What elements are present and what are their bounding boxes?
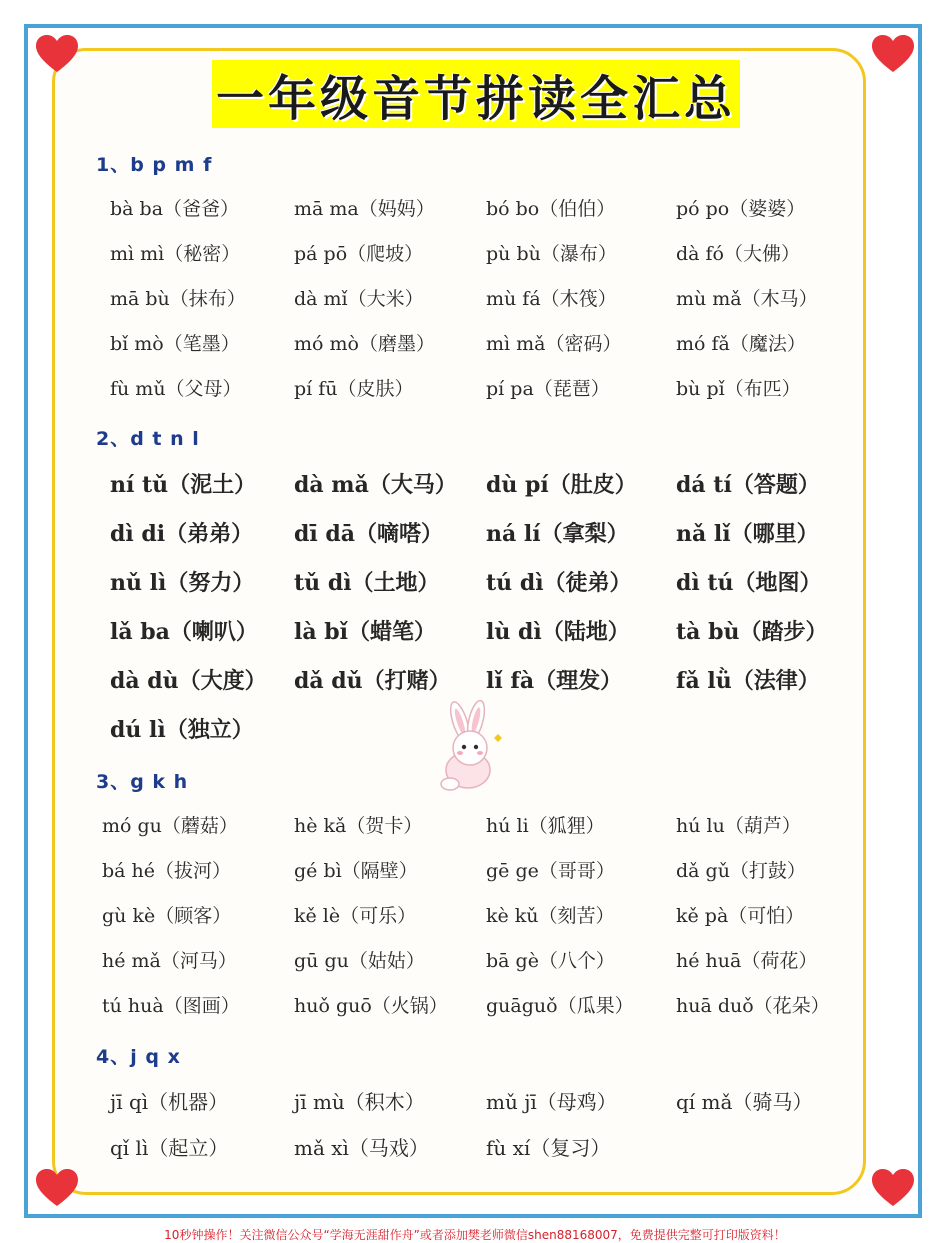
- syllable-item: là bǐ（蜡笔）: [294, 619, 437, 645]
- syllable-item: mì mì（秘密）: [110, 243, 241, 265]
- title-banner: [212, 60, 740, 128]
- syllable-item: tà bù（踏步）: [676, 619, 828, 645]
- section-heading: 3、g k h: [96, 771, 189, 793]
- syllable-item: dì di（弟弟）: [110, 521, 254, 547]
- syllable-item: kè kǔ（刻苦）: [486, 905, 615, 927]
- syllable-item: mó gu（蘑菇）: [102, 815, 238, 837]
- syllable-item: dī dā（嘀嗒）: [294, 521, 444, 547]
- page-title: 一年级音节拼读全汇总: [215, 70, 736, 127]
- syllable-item: dǎ dǔ（打赌）: [294, 668, 451, 694]
- syllable-item: fǎ lǜ（法律）: [676, 668, 820, 694]
- syllable-item: tǔ dì（土地）: [294, 570, 440, 596]
- syllable-item: gē ge（哥哥）: [486, 860, 615, 882]
- section-heading: 1、b p m f: [96, 154, 213, 176]
- syllable-item: jī qì（机器）: [110, 1090, 229, 1114]
- syllable-item: pù bù（瀑布）: [486, 243, 617, 265]
- bunny-icon: [420, 700, 510, 796]
- syllable-item: jī mù（积木）: [294, 1090, 425, 1114]
- syllable-item: bǐ mò（笔墨）: [110, 333, 240, 355]
- syllable-item: kě lè（可乐）: [294, 905, 417, 927]
- syllable-item: mó fǎ（魔法）: [676, 333, 806, 355]
- syllable-item: dà dù（大度）: [110, 668, 267, 694]
- syllable-item: hè kǎ（贺卡）: [294, 815, 423, 837]
- syllable-item: dú lì（独立）: [110, 717, 254, 743]
- syllable-item: dá tí（答题）: [676, 472, 820, 498]
- syllable-item: dà mǐ（大米）: [294, 288, 424, 310]
- syllable-item: dà mǎ（大马）: [294, 472, 457, 498]
- syllable-item: pí fū（皮肤）: [294, 378, 414, 400]
- syllable-item: dà fó（大佛）: [676, 243, 801, 265]
- heart-icon: [34, 1168, 80, 1208]
- syllable-item: pó po（婆婆）: [676, 198, 806, 220]
- syllable-item: nǔ lì（努力）: [110, 570, 255, 596]
- syllable-item: kě pà（可怕）: [676, 905, 805, 927]
- heart-icon: [870, 34, 916, 74]
- syllable-item: ná lí（拿梨）: [486, 521, 629, 547]
- syllable-item: qí mǎ（骑马）: [676, 1090, 813, 1114]
- syllable-item: fù mǔ（父母）: [110, 378, 242, 400]
- syllable-item: hú lu（葫芦）: [676, 815, 801, 837]
- syllable-item: hú li（狐狸）: [486, 815, 605, 837]
- heart-icon: [34, 34, 80, 74]
- syllable-item: tú dì（徒弟）: [486, 570, 632, 596]
- syllable-item: bó bo（伯伯）: [486, 198, 616, 220]
- syllable-item: guāguǒ（瓜果）: [486, 995, 634, 1017]
- syllable-item: mǔ jī（母鸡）: [486, 1090, 617, 1114]
- syllable-item: lǐ fà（理发）: [486, 668, 623, 694]
- syllable-item: pí pa（琵琶）: [486, 378, 610, 400]
- syllable-item: tú huà（图画）: [102, 995, 240, 1017]
- heart-icon: [870, 1168, 916, 1208]
- syllable-item: bù pǐ（布匹）: [676, 378, 801, 400]
- syllable-item: mā ma（妈妈）: [294, 198, 435, 220]
- syllable-item: gū gu（姑姑）: [294, 950, 425, 972]
- syllable-item: ní tǔ（泥土）: [110, 472, 257, 498]
- syllable-item: mù fá（木筏）: [486, 288, 617, 310]
- syllable-item: dù pí（肚皮）: [486, 472, 637, 498]
- syllable-item: hé mǎ（河马）: [102, 950, 237, 972]
- section-heading: 2、d t n l: [96, 428, 200, 450]
- syllable-item: lǎ ba（喇叭）: [110, 619, 258, 645]
- syllable-item: hé huā（荷花）: [676, 950, 818, 972]
- syllable-item: mù mǎ（木马）: [676, 288, 818, 310]
- syllable-item: mì mǎ（密码）: [486, 333, 622, 355]
- syllable-item: gù kè（顾客）: [102, 905, 232, 927]
- syllable-item: pá pō（爬坡）: [294, 243, 424, 265]
- syllable-item: bà ba（爸爸）: [110, 198, 240, 220]
- syllable-item: bā gè（八个）: [486, 950, 615, 972]
- section-heading: 4、j q x: [96, 1046, 181, 1068]
- syllable-item: mǎ xì（马戏）: [294, 1136, 429, 1160]
- syllable-item: dì tú（地图）: [676, 570, 822, 596]
- syllable-item: nǎ lǐ（哪里）: [676, 521, 819, 547]
- syllable-item: huǒ guō（火锅）: [294, 995, 448, 1017]
- syllable-item: lù dì（陆地）: [486, 619, 630, 645]
- syllable-item: mó mò（磨墨）: [294, 333, 435, 355]
- syllable-item: gé bì（隔壁）: [294, 860, 418, 882]
- syllable-item: qǐ lì（起立）: [110, 1136, 229, 1160]
- syllable-item: mā bù（抹布）: [110, 288, 246, 310]
- syllable-item: dǎ gǔ（打鼓）: [676, 860, 806, 882]
- footer-note: 10秒钟操作！关注微信公众号“学海无涯甜作舟”或者添加樊老师微信shen88168007，免费提供完整可打印版资料！: [164, 1228, 786, 1242]
- syllable-item: bá hé（拔河）: [102, 860, 232, 882]
- syllable-item: fù xí（复习）: [486, 1136, 611, 1160]
- syllable-item: huā duǒ（花朵）: [676, 995, 830, 1017]
